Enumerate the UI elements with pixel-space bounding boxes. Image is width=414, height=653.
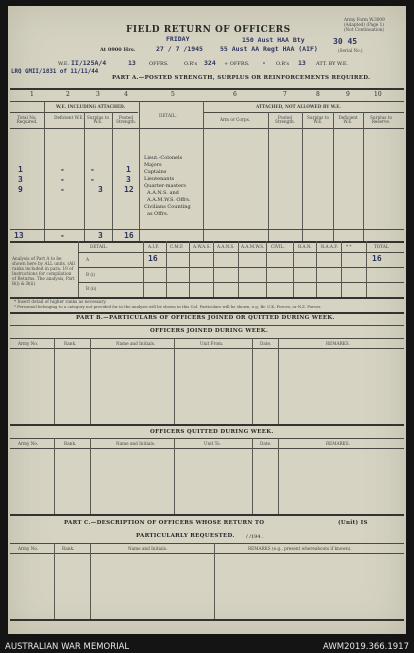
we-including-attached: W.E. INCLUDING ATTACHED. — [56, 104, 126, 109]
analysis-head: DETAIL. — [90, 244, 108, 249]
col-head: Arm or Corps. — [220, 117, 251, 122]
col-head: Deficient W.E. — [54, 115, 84, 120]
joined-col-head: Army No. — [18, 341, 39, 346]
part-c-col-head: Name and Initials. — [128, 546, 168, 551]
analysis-head: A.W.A.S. — [193, 244, 211, 249]
analysis-head: A.I.F. — [148, 244, 159, 249]
form-title: FIELD RETURN OF OFFICERS — [126, 25, 291, 35]
joined-col-head: REMARKS. — [326, 341, 350, 346]
we-label: W.E. — [58, 61, 70, 67]
analysis-head: A.A.N.S. — [217, 244, 235, 249]
form-reference: Army Form W.3009 (Adapted) (Page 1) (Not Continuation) — [344, 17, 385, 32]
at-label: At 0900 Hrs. — [100, 47, 136, 53]
col-number: 8 — [316, 91, 320, 98]
analysis-note: Analysis of Part A to be shown here by ALL units. (All ranks included in para. 10 of Instructions for compilation of Returns. The analysis, Part B(i) & B(ii) — [12, 256, 75, 286]
footnote: * Personnel belonging to a category not provided for in the analysis will be shown in this Col. Particulars will be shown, e.g. Br. U.K. Forces, or N.Z. Forces. — [14, 304, 322, 309]
col-number: 4 — [124, 91, 128, 98]
analysis-row-label: B (i) — [86, 272, 96, 277]
quitted-col-head: Date. — [260, 441, 272, 446]
lrq-typed: LRQ GMII/1831 of 11/11/44 — [11, 69, 99, 75]
offrs-label: OFFRS. — [149, 61, 169, 67]
plus-offrs-label: + OFFRS. — [224, 61, 250, 67]
unit-typed-2: 55 Aust AA Regt HAA (AIF) — [220, 45, 318, 53]
ors-label: O.R's — [184, 61, 198, 67]
row-total-required: 9 — [18, 185, 23, 194]
col-head: Surplus to W.E. — [87, 115, 109, 125]
analysis-head: CIVIL. — [271, 244, 285, 249]
row-surplus: 3 — [98, 185, 103, 194]
total-posted: 16 — [124, 231, 134, 240]
col-head: Total No. Required. — [16, 115, 38, 125]
row-total-required: 1 — [18, 165, 23, 174]
joined-col-head: Name and Initials. — [116, 341, 156, 346]
ors-typed: 324 — [204, 59, 216, 67]
field-return-form — [8, 6, 406, 634]
quitted-col-head: REMARKS. — [326, 441, 350, 446]
row-deficient: - — [60, 175, 65, 184]
part-c-heading: PART C.—DESCRIPTION OF OFFICERS WHOSE RETURN TO — [64, 520, 265, 526]
detail-head: DETAIL. — [159, 113, 177, 118]
row-total-required: 3 — [18, 175, 23, 184]
col-number: 6 — [233, 91, 237, 98]
row-deficient: - — [60, 165, 65, 174]
part-c-col-head: REMARKS (e.g., present whereabouts if known). — [248, 546, 352, 551]
part-c-col-head: Army No. — [18, 546, 39, 551]
plus-offrs-typed: - — [262, 59, 266, 67]
col-head: Posted Strength. — [115, 115, 137, 125]
ors-label-2: O.R's — [276, 61, 290, 67]
col-number: 1 — [30, 91, 34, 98]
serial-typed: 30 45 — [333, 37, 358, 46]
col-number: 7 — [283, 91, 287, 98]
analysis-head: C.M.F. — [170, 244, 184, 249]
footer-accession: AWM2019.366.1917 — [323, 642, 409, 652]
analysis-aif-value: 16 — [148, 254, 158, 263]
total-surplus: 3 — [98, 231, 103, 240]
joined-heading: OFFICERS JOINED DURING WEEK. — [150, 328, 269, 334]
ors-typed-2: 13 — [298, 59, 306, 67]
date-typed: 27 / 7 /1945 — [156, 45, 203, 53]
day-typed: FRIDAY — [166, 35, 190, 43]
col-number: 2 — [66, 91, 70, 98]
analysis-total-value: 16 — [372, 254, 382, 263]
archive-footer — [0, 640, 414, 653]
col-number: 9 — [346, 91, 350, 98]
analysis-head: * * — [346, 244, 352, 249]
quitted-heading: OFFICERS QUITTED DURING WEEK. — [150, 429, 274, 435]
col-head: Surplus to Reserve. — [370, 115, 392, 125]
analysis-head: R.A.N. — [298, 244, 312, 249]
attached-not-allowed: ATTACHED, NOT ALLOWED BY W.E. — [256, 104, 341, 109]
quitted-col-head: Unit To. — [204, 441, 221, 446]
col-number: 5 — [171, 91, 175, 98]
part-c-col-head: Rank. — [62, 546, 75, 551]
analysis-head: TOTAL — [374, 244, 389, 249]
row-posted: 12 — [124, 185, 134, 194]
row-surplus: - — [90, 165, 95, 174]
row-posted: 1 — [126, 165, 131, 174]
part-b-heading: PART B.—PARTICULARS OF OFFICERS JOINED OR QUITTED DURING WEEK. — [76, 315, 335, 321]
analysis-head: R.A.A.F. — [321, 244, 338, 249]
part-a-heading: PART A.—POSTED STRENGTH, SURPLUS OR REINFORCEMENTS REQUIRED. — [112, 75, 371, 81]
total-deficient: - — [60, 231, 65, 240]
offrs-typed: 13 — [128, 59, 136, 67]
unit-typed: 150 Aust HAA Bty — [242, 36, 305, 44]
row-surplus: - — [90, 175, 95, 184]
footnote: * Insert detail of higher ranks as necessary. — [14, 299, 107, 304]
col-number: 10 — [374, 91, 382, 98]
row-deficient: - — [60, 185, 65, 194]
quitted-col-head: Rank. — [64, 441, 77, 446]
part-c-unit: (Unit) IS — [338, 520, 368, 526]
col-head: Posted Strength. — [274, 115, 296, 125]
att-label: ATT. BY W.E. — [316, 61, 349, 67]
part-c-date: / /194 . — [246, 534, 264, 540]
quitted-col-head: Name and Initials. — [116, 441, 156, 446]
joined-col-head: Unit From. — [200, 341, 224, 346]
analysis-row-label: A — [86, 257, 90, 262]
joined-col-head: Rank. — [64, 341, 77, 346]
analysis-row-label: B (ii) — [86, 286, 97, 291]
total-required: 13 — [14, 231, 24, 240]
part-c-requested: PARTICULARLY REQUESTED. — [136, 533, 235, 539]
col-head: Deficient W.E. — [338, 115, 358, 125]
footer-institution: AUSTRALIAN WAR MEMORIAL — [5, 642, 130, 652]
serial-label: (Serial No.) — [338, 48, 363, 53]
joined-col-head: Date. — [260, 341, 272, 346]
col-head: Surplus to W.E. — [307, 115, 329, 125]
col-number: 3 — [96, 91, 100, 98]
ranks-list: Lieut.-Colonels Majors Captains Lieutenants Quarter-masters A.A.N.S. and A.A.M.W.S. Offrs. Civilians Counting as Offrs. — [144, 155, 191, 217]
quitted-col-head: Army No. — [18, 441, 39, 446]
analysis-head: A.A.M.W.S. — [241, 244, 265, 249]
row-posted: 3 — [126, 175, 131, 184]
we-typed: II/125A/4 — [71, 59, 107, 67]
